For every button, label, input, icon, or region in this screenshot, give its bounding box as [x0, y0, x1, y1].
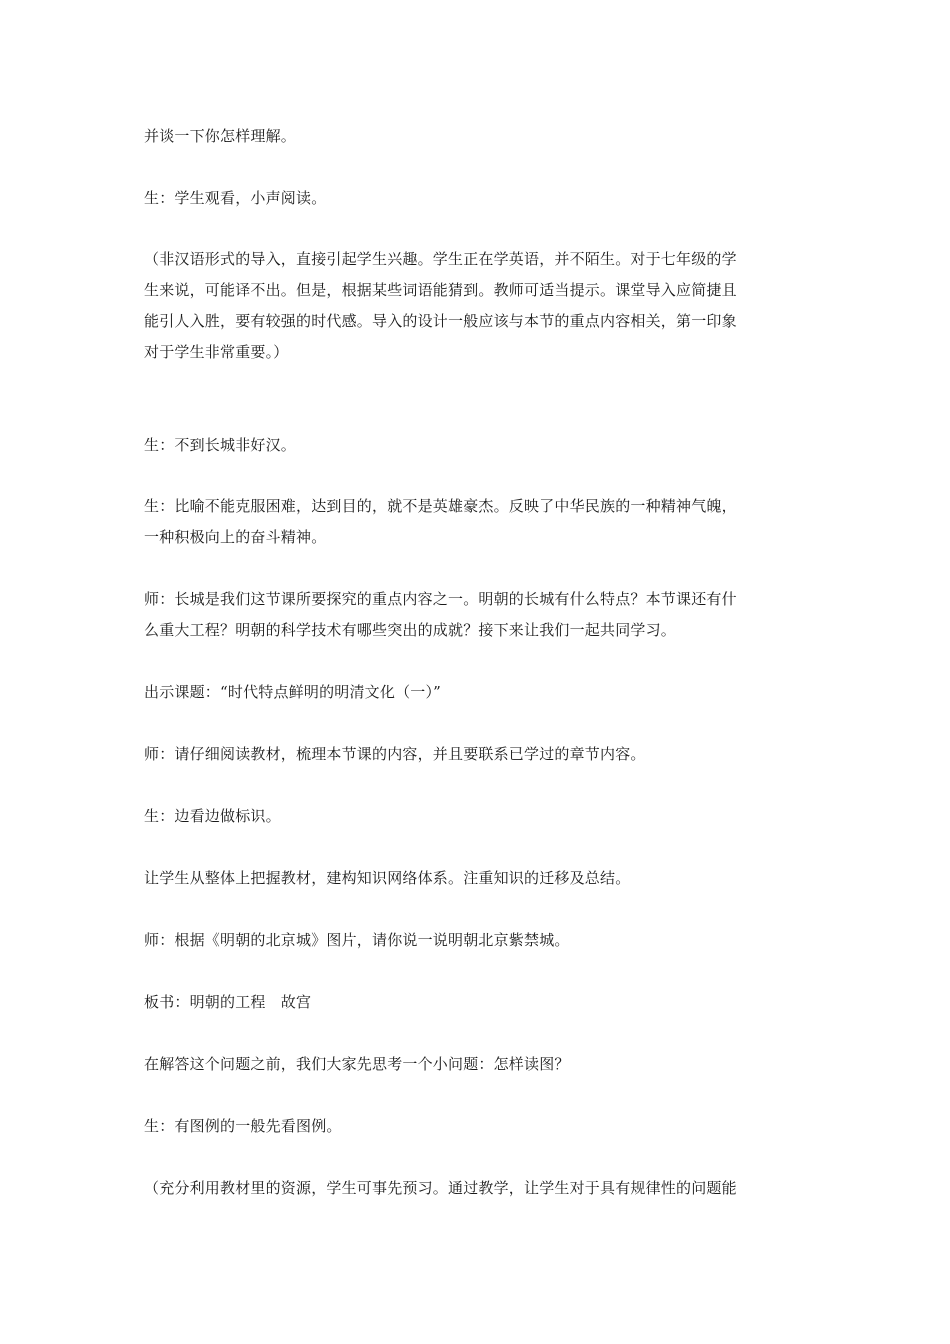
text-line: 生：不到长城非好汉。: [144, 436, 297, 454]
text-line: 师：根据《明朝的北京城》图片，请你说一说明朝北京紫禁城。: [144, 931, 570, 949]
text-line: 对于学生非常重要。）: [144, 343, 289, 361]
text-line: 出示课题：“时代特点鲜明的明清文化（一）”: [144, 683, 442, 701]
paragraph: [144, 183, 814, 214]
text-line: 生：比喻不能克服困难，达到目的，就不是英雄豪杰。反映了中华民族的一种精神气魄，: [144, 497, 737, 515]
paragraph: [144, 491, 814, 553]
paragraph: [144, 121, 814, 152]
text-line: （充分利用教材里的资源，学生可事先预习。通过教学，让学生对于具有规律性的问题能: [144, 1179, 737, 1197]
paragraph: [144, 1111, 814, 1142]
paragraph: [144, 584, 814, 646]
paragraph: [144, 677, 814, 708]
text-line: （非汉语形式的导入，直接引起学生兴趣。学生正在学英语，并不陌生。对于七年级的学: [144, 250, 737, 268]
text-line: 么重大工程？明朝的科学技术有哪些突出的成就？接下来让我们一起共同学习。: [144, 621, 677, 639]
text-line: 生：学生观看，小声阅读。: [144, 189, 327, 207]
paragraph: [144, 987, 814, 1018]
text-line: 生来说，可能译不出。但是，根据某些词语能猜到。教师可适当提示。课堂导入应简捷且: [144, 281, 737, 299]
text-line: 师：长城是我们这节课所要探究的重点内容之一。明朝的长城有什么特点？本节课还有什: [144, 590, 737, 608]
text-line: 师：请仔细阅读教材，梳理本节课的内容，并且要联系已学过的章节内容。: [144, 745, 646, 763]
paragraph: [144, 863, 814, 894]
paragraph: [144, 1173, 814, 1204]
paragraph: [144, 430, 814, 461]
paragraph: [144, 739, 814, 770]
text-line: 一种积极向上的奋斗精神。: [144, 528, 327, 546]
paragraph: [144, 925, 814, 956]
paragraph: [144, 244, 814, 368]
text-line: 生：边看边做标识。: [144, 807, 281, 825]
text-line: 生：有图例的一般先看图例。: [144, 1117, 342, 1135]
paragraph: [144, 801, 814, 832]
text-line: 让学生从整体上把握教材，建构知识网络体系。注重知识的迁移及总结。: [144, 869, 631, 887]
text-line: 在解答这个问题之前，我们大家先思考一个小问题：怎样读图？: [144, 1055, 570, 1073]
text-line: 能引人入胜，要有较强的时代感。导入的设计一般应该与本节的重点内容相关，第一印象: [144, 312, 737, 330]
text-line: 板书：明朝的工程 故宫: [144, 993, 312, 1011]
text-line: 并谈一下你怎样理解。: [144, 127, 297, 145]
paragraph: [144, 1049, 814, 1080]
